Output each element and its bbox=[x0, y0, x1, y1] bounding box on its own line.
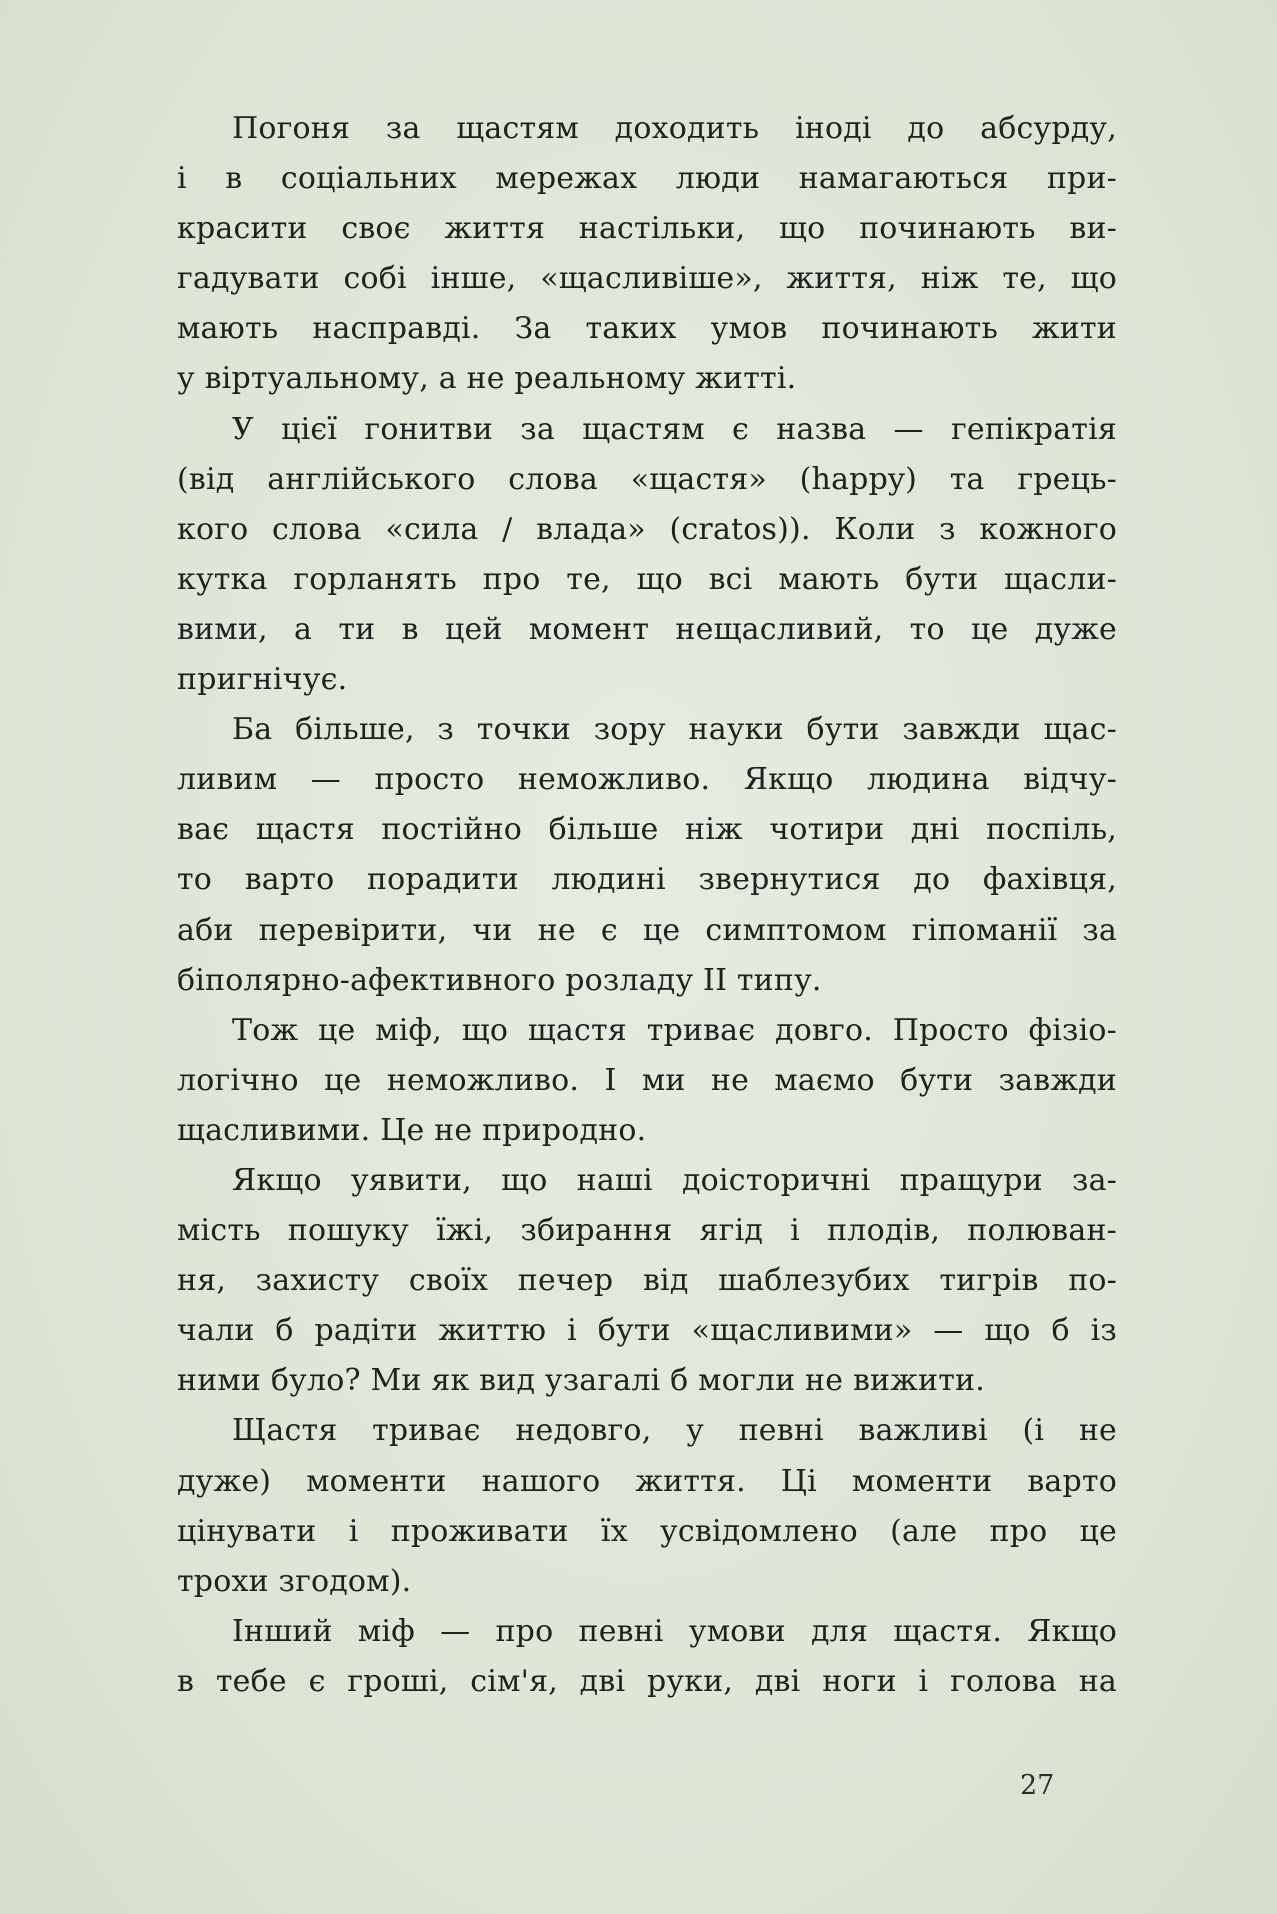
text-line: щасливими. Це не природно. bbox=[177, 1112, 647, 1148]
paragraph bbox=[177, 1607, 1117, 1707]
paragraph bbox=[177, 405, 1117, 706]
text-line: Тож це міф, що щастя триває довго. Просто фізіо- bbox=[232, 1012, 1117, 1048]
text-line: ними було? Ми як вид узагалі б могли не вижити. bbox=[177, 1363, 985, 1399]
text-line: цінувати і проживати їх усвідомлено (але про це bbox=[177, 1513, 1117, 1549]
text-line: кутка горланять про те, що всі мають бути щасли- bbox=[177, 561, 1117, 597]
text-line: біполярно-афективного розладу II типу. bbox=[177, 962, 822, 998]
text-line: чали б радіти життю і бути «щасливими» — що б із bbox=[177, 1313, 1117, 1349]
text-line: мають насправді. За таких умов починають жити bbox=[177, 311, 1117, 347]
text-line: Ба більше, з точки зору науки бути завжди щас- bbox=[232, 712, 1117, 748]
paragraph bbox=[177, 1006, 1117, 1156]
body-text bbox=[177, 104, 1117, 1707]
text-line: трохи згодом). bbox=[177, 1563, 412, 1599]
text-line: кого слова «сила / влада» (cratos)). Коли з кожного bbox=[177, 511, 1117, 547]
text-line: Якщо уявити, що наші доісторичні пращури за- bbox=[232, 1162, 1117, 1198]
text-line: Щастя триває недовго, у певні важливі (і не bbox=[232, 1413, 1117, 1449]
text-line: і в соціальних мережах люди намагаються при- bbox=[177, 161, 1117, 197]
text-line: логічно це неможливо. І ми не маємо бути завжди bbox=[177, 1062, 1117, 1098]
text-line: (від англійського слова «щастя» (happy) та грець- bbox=[177, 461, 1117, 497]
text-line: аби перевірити, чи не є це симптомом гіпоманії за bbox=[177, 912, 1117, 948]
text-line: Погоня за щастям доходить іноді до абсурду, bbox=[232, 111, 1117, 146]
text-line: У цієї гонитви за щастям є назва — гепікратія bbox=[232, 411, 1117, 447]
text-line: пригнічує. bbox=[177, 662, 348, 698]
page-number: 27 bbox=[1020, 1770, 1055, 1801]
text-line: ливим — просто неможливо. Якщо людина відчу- bbox=[177, 762, 1117, 798]
paragraph bbox=[177, 705, 1117, 1006]
paragraph bbox=[177, 104, 1117, 405]
text-line: вими, а ти в цей момент нещасливий, то це дуже bbox=[177, 611, 1117, 647]
text-line: у віртуальному, а не реальному житті. bbox=[177, 361, 797, 397]
text-line: гадувати собі інше, «щасливіше», життя, ніж те, що bbox=[177, 261, 1117, 297]
text-line: красити своє життя настільки, що починають ви- bbox=[177, 211, 1117, 247]
text-line: ня, захисту своїх печер від шаблезубих тигрів по- bbox=[177, 1263, 1117, 1299]
paragraph bbox=[177, 1156, 1117, 1406]
text-line: то варто порадити людині звернутися до фахівця, bbox=[177, 862, 1117, 898]
text-line: дуже) моменти нашого життя. Ці моменти варто bbox=[177, 1463, 1117, 1499]
text-line: ває щастя постійно більше ніж чотири дні поспіль, bbox=[177, 812, 1117, 848]
text-line: мість пошуку їжі, збирання ягід і плодів, полюван- bbox=[177, 1213, 1117, 1249]
text-line: Інший міф — про певні умови для щастя. Якщо bbox=[232, 1613, 1117, 1649]
text-line: в тебе є гроші, сім'я, дві руки, дві ноги і голова на bbox=[177, 1663, 1117, 1699]
paragraph bbox=[177, 1406, 1117, 1606]
